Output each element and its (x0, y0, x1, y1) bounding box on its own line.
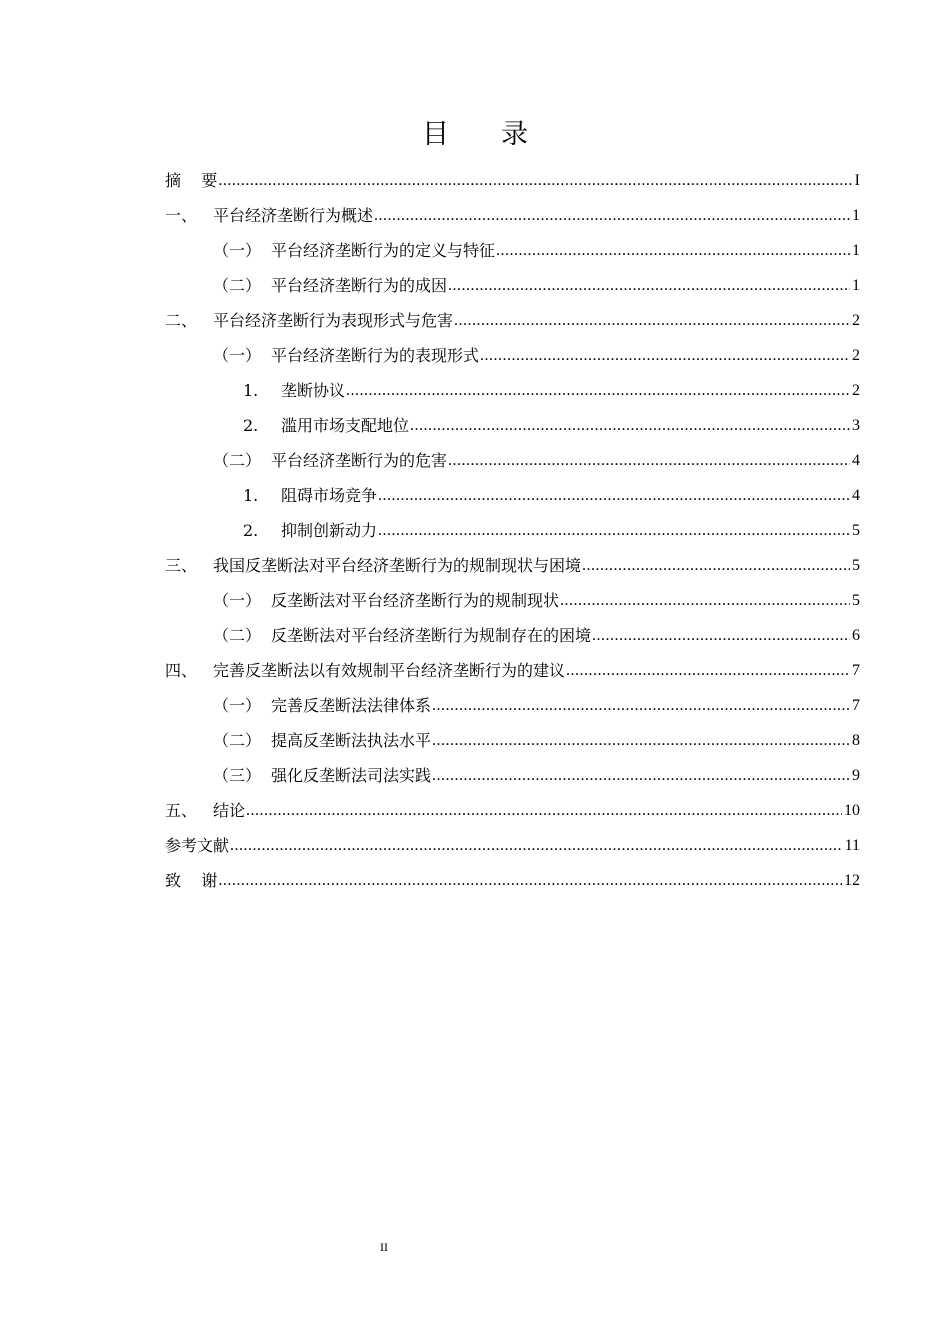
toc-entry[interactable] (165, 297, 860, 332)
toc-entry[interactable] (165, 577, 860, 612)
toc-entry-page: 7 (852, 697, 860, 714)
toc-entry-number: 五、 (165, 801, 198, 820)
toc-leader-dots (454, 310, 850, 332)
toc-entry-title: 平台经济垄断行为的定义与特征 (271, 241, 496, 260)
toc-entry-page: 5 (852, 592, 860, 609)
toc-entry-title: 强化反垄断法司法实践 (271, 766, 432, 785)
toc-entry-page: 5 (852, 522, 860, 539)
toc-entry-page: 4 (852, 487, 860, 504)
toc-entry-page: 12 (844, 872, 860, 889)
toc-entry[interactable] (165, 472, 860, 507)
toc-entry-page: 7 (852, 662, 860, 679)
toc-entry-number: （一） (213, 241, 262, 260)
toc-entry-number: 1. (243, 486, 259, 505)
toc-entry-title: 我国反垄断法对平台经济垄断行为的规制现状与困境 (213, 556, 582, 575)
toc-entry[interactable] (165, 717, 860, 752)
toc-entry-title: 滥用市场支配地位 (281, 416, 410, 435)
toc-entry-title: 平台经济垄断行为的成因 (271, 276, 448, 295)
toc-leader-dots (410, 415, 850, 437)
toc-leader-dots (432, 695, 850, 717)
toc-entry[interactable] (165, 752, 860, 787)
toc-entry[interactable] (165, 262, 860, 297)
toc-entry[interactable] (165, 157, 860, 192)
toc-entry[interactable] (165, 507, 860, 542)
toc-entry-number: （一） (213, 591, 262, 610)
toc-entry-number: 参考文献 (165, 836, 230, 855)
toc-entry[interactable] (165, 857, 860, 892)
toc-entry-title: 完善反垄断法法律体系 (271, 696, 432, 715)
toc-entry-page: 1 (852, 242, 860, 259)
toc-entry[interactable] (165, 612, 860, 647)
toc-entry-number: 2. (243, 416, 259, 435)
toc-leader-dots (378, 520, 850, 542)
toc-entry-page: 11 (844, 837, 860, 854)
toc-entry-number: （二） (213, 626, 262, 645)
toc-leader-dots (378, 485, 850, 507)
toc-entry-title: 平台经济垄断行为的危害 (271, 451, 448, 470)
toc-leader-dots (432, 730, 850, 752)
toc-entry[interactable] (165, 787, 860, 822)
toc-leader-dots (246, 800, 842, 822)
toc-entry-title: 反垄断法对平台经济垄断行为的规制现状 (271, 591, 560, 610)
toc-entry[interactable] (165, 437, 860, 472)
toc-entry-page: 10 (844, 802, 860, 819)
toc-entry[interactable] (165, 822, 860, 857)
toc-entry-page: 2 (852, 382, 860, 399)
toc-entry[interactable] (165, 192, 860, 227)
toc-entry-number: 2. (243, 521, 259, 540)
toc-entry-page: I (854, 172, 860, 189)
toc-entry-title: 平台经济垄断行为表现形式与危害 (213, 311, 454, 330)
toc-entry-number: 致 谢 (165, 871, 218, 890)
toc-leader-dots (432, 765, 850, 787)
toc-entry-page: 4 (852, 452, 860, 469)
toc-leader-dots (218, 870, 842, 892)
toc-entry-number: 二、 (165, 311, 198, 330)
toc-entry-page: 2 (852, 312, 860, 329)
toc-entry[interactable] (165, 402, 860, 437)
toc-leader-dots (448, 450, 850, 472)
toc-entry-number: （一） (213, 346, 262, 365)
toc-entry-title: 垄断协议 (281, 381, 346, 400)
toc-entry-number: （二） (213, 276, 262, 295)
toc-entry[interactable] (165, 227, 860, 262)
toc-entry-page: 1 (852, 277, 860, 294)
toc-entry-page: 3 (852, 417, 860, 434)
table-of-contents (165, 157, 860, 892)
page-title-char-2: 录 (501, 119, 528, 150)
toc-entry-title: 提高反垄断法执法水平 (271, 731, 432, 750)
toc-leader-dots (480, 345, 850, 367)
toc-leader-dots (346, 380, 850, 402)
toc-entry-title: 完善反垄断法以有效规制平台经济垄断行为的建议 (213, 661, 566, 680)
toc-entry-number: 1. (243, 381, 259, 400)
toc-entry-title: 反垄断法对平台经济垄断行为规制存在的困境 (271, 626, 592, 645)
toc-entry-number: 三、 (165, 556, 198, 575)
toc-entry-number: （二） (213, 451, 262, 470)
toc-entry[interactable] (165, 332, 860, 367)
toc-leader-dots (582, 555, 850, 577)
page-title-char-1: 目 (422, 119, 449, 150)
toc-entry-page: 5 (852, 557, 860, 574)
toc-entry-number: （三） (213, 766, 262, 785)
toc-leader-dots (496, 240, 850, 262)
toc-entry-title: 抑制创新动力 (281, 521, 378, 540)
toc-entry-page: 6 (852, 627, 860, 644)
toc-leader-dots (218, 170, 852, 192)
toc-entry-number: 四、 (165, 661, 198, 680)
page-title (0, 112, 950, 151)
toc-entry-number: （二） (213, 731, 262, 750)
toc-entry[interactable] (165, 682, 860, 717)
toc-entry-title: 阻碍市场竞争 (281, 486, 378, 505)
toc-leader-dots (560, 590, 850, 612)
toc-entry-page: 1 (852, 207, 860, 224)
toc-entry-page: 9 (852, 767, 860, 784)
footer-page-number: II (380, 1240, 388, 1254)
toc-leader-dots (230, 835, 843, 857)
toc-entry-number: （一） (213, 696, 262, 715)
toc-entry-page: 8 (852, 732, 860, 749)
toc-entry-page: 2 (852, 347, 860, 364)
toc-leader-dots (566, 660, 850, 682)
toc-entry[interactable] (165, 647, 860, 682)
toc-leader-dots (592, 625, 850, 647)
toc-entry[interactable] (165, 367, 860, 402)
toc-entry-number: 摘 要 (165, 171, 218, 190)
toc-leader-dots (374, 205, 850, 227)
toc-entry-title: 结论 (213, 801, 246, 820)
toc-entry-number: 一、 (165, 206, 198, 225)
toc-entry-title: 平台经济垄断行为概述 (213, 206, 374, 225)
toc-entry[interactable] (165, 542, 860, 577)
toc-entry-title: 平台经济垄断行为的表现形式 (271, 346, 480, 365)
toc-leader-dots (448, 275, 850, 297)
